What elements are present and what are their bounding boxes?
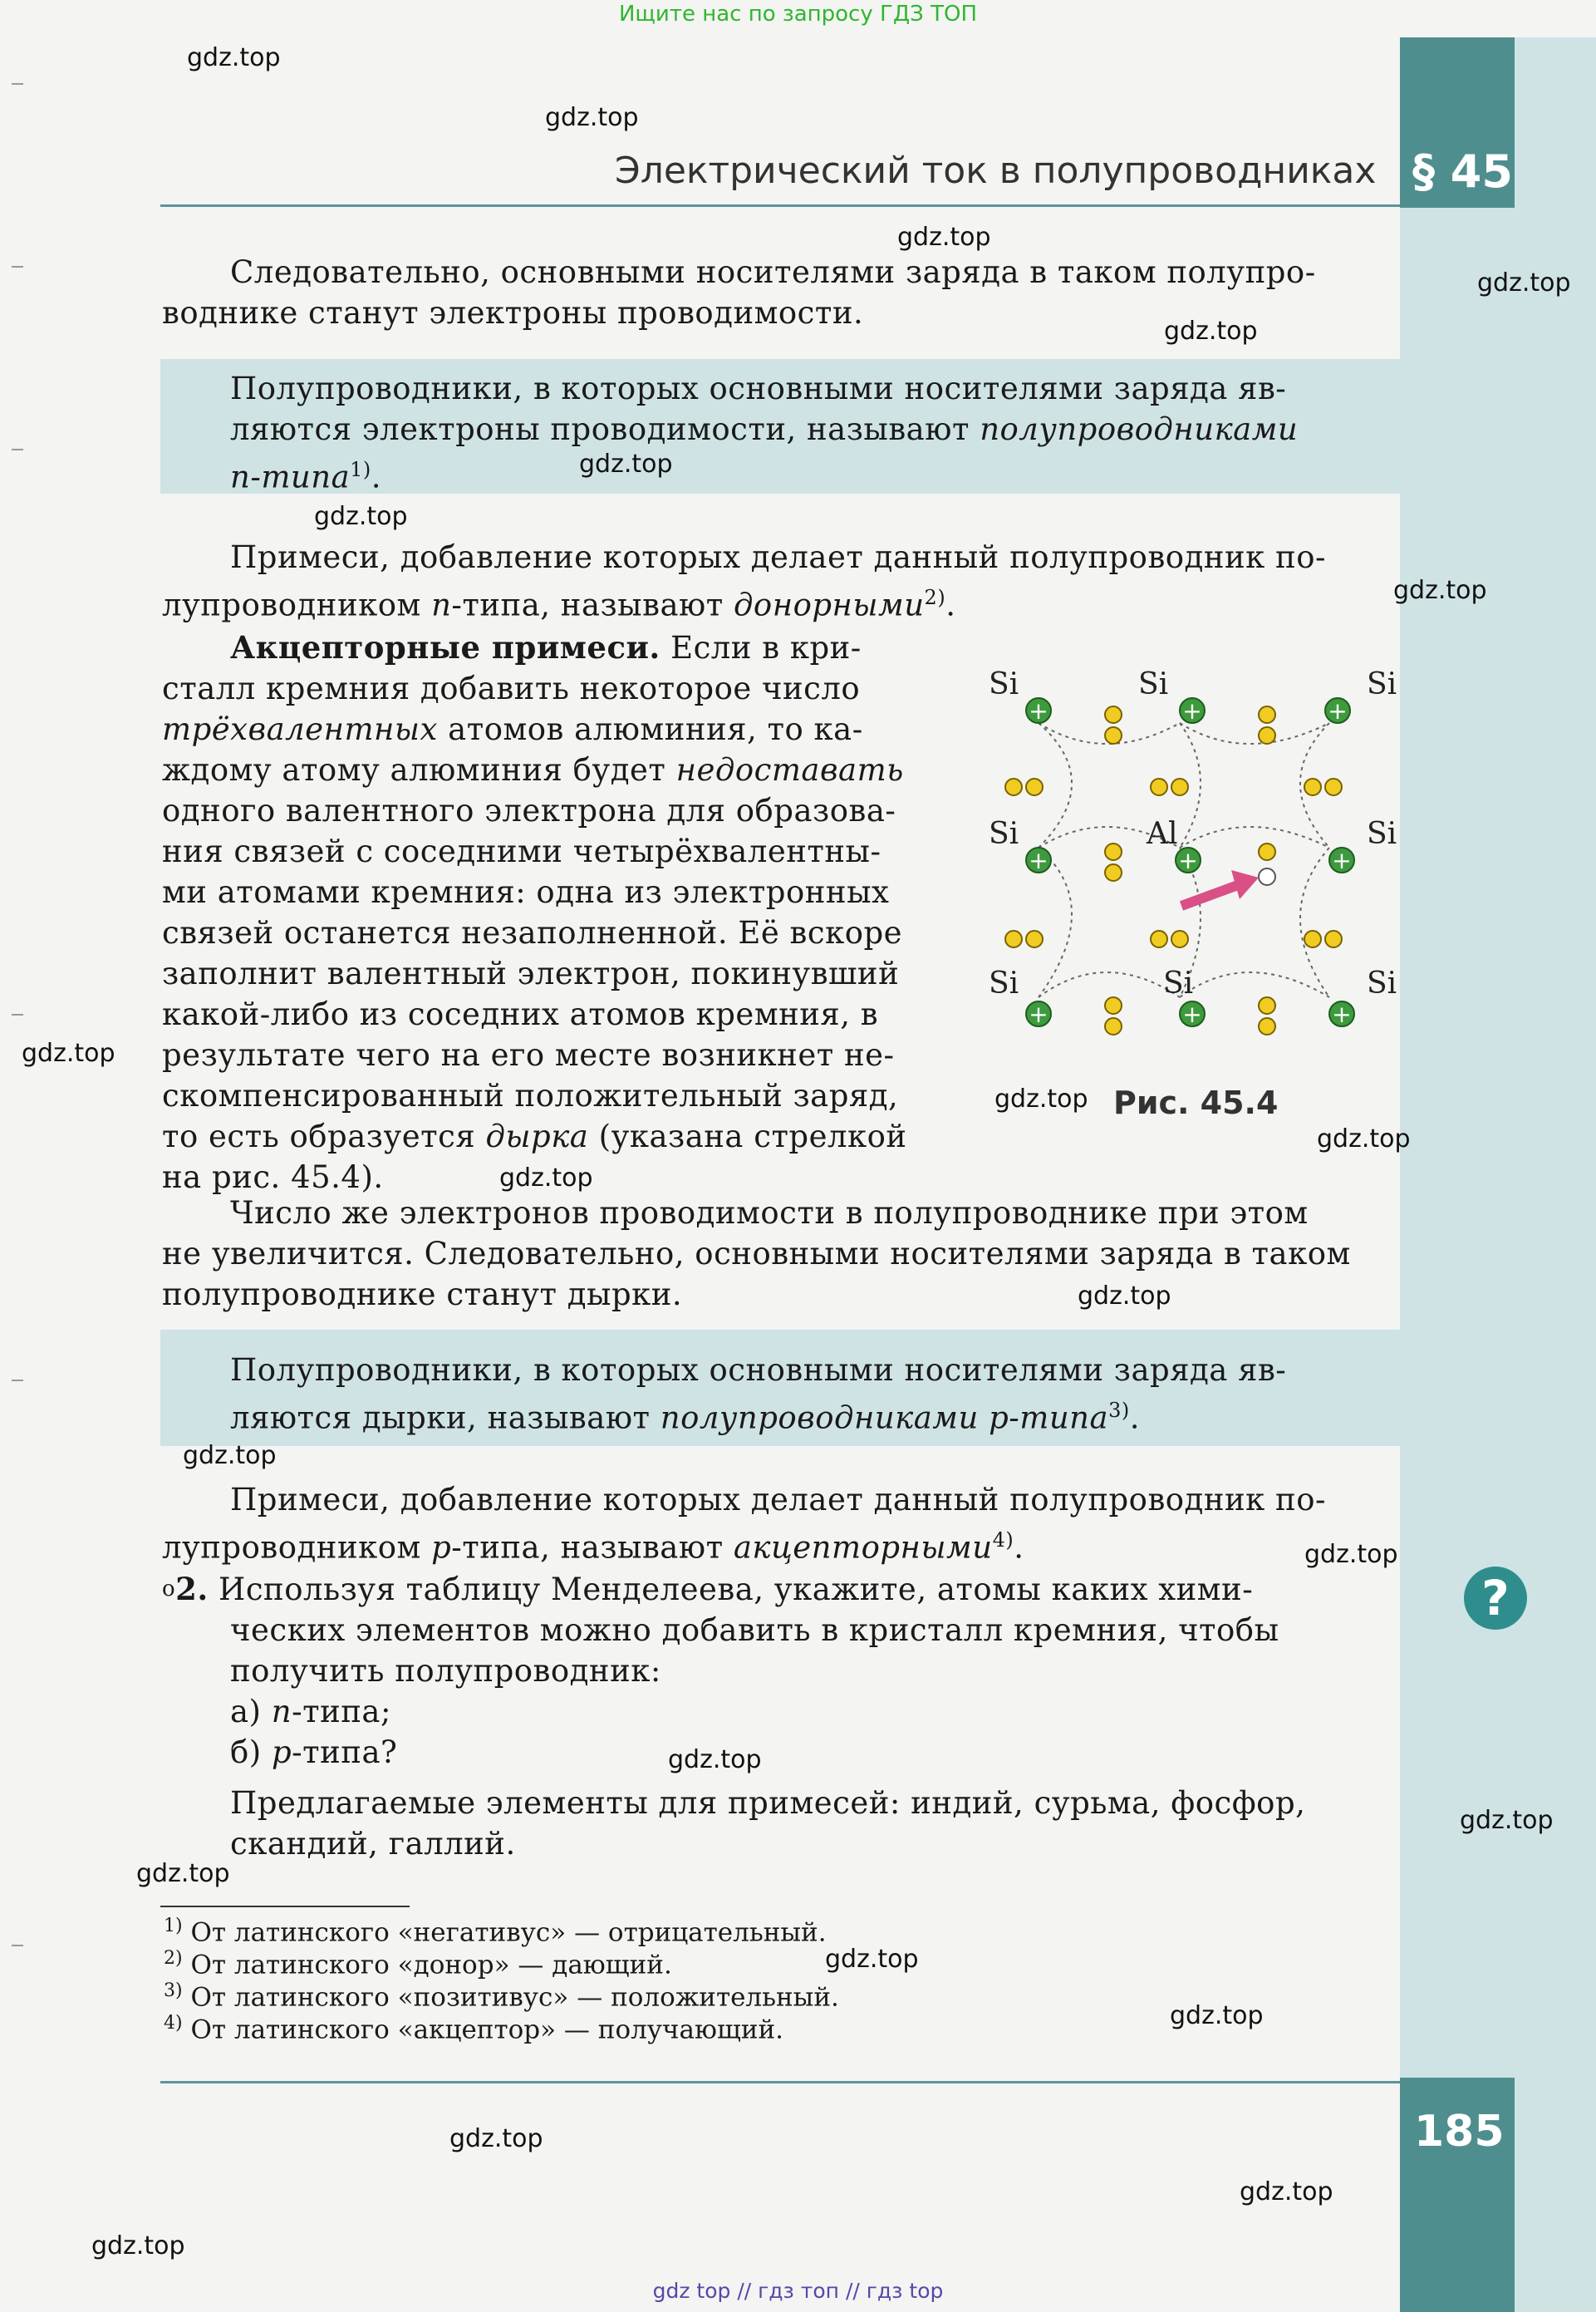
margin-mark	[12, 1380, 23, 1381]
svg-text:+: +	[1182, 697, 1202, 725]
svg-text:+: +	[1029, 697, 1048, 725]
svg-text:+: +	[1029, 1001, 1048, 1028]
margin-mark	[12, 1945, 23, 1946]
watermark: gdz.top	[1460, 1806, 1554, 1835]
electron-icon	[1304, 779, 1321, 795]
text-line: полупроводнике станут дырки.	[162, 1277, 683, 1312]
page-number: 185	[1414, 2107, 1505, 2157]
watermark: gdz.top	[897, 223, 991, 252]
text-line: Предлагаемые элементы для примесей: индий, сурьма, фосфор,	[230, 1785, 1306, 1821]
watermark: gdz.top	[449, 2124, 543, 2153]
nucleus-icon	[1329, 847, 1354, 874]
atom-label: Si	[1367, 667, 1397, 701]
footnote: $^{4)}$ От латинского «акцептор» — получающий.	[164, 2013, 783, 2045]
text-line: лупроводником n-типа, называют донорными$^{2)}$.	[162, 586, 956, 623]
atom-label: Si	[1367, 817, 1397, 851]
watermark: gdz.top	[314, 502, 408, 531]
page-title: Электрический ток в полупроводниках	[615, 150, 1377, 192]
electron-icon	[1026, 931, 1043, 947]
margin-mark	[12, 1014, 23, 1016]
nucleus-icon	[1176, 847, 1201, 874]
electron-icon	[1105, 727, 1122, 744]
text-line: ждому атому алюминия будет недоставать	[162, 752, 904, 788]
electron-icon	[1105, 864, 1122, 881]
top-banner[interactable]: Ищите нас по запросу ГДЗ ТОП	[618, 2, 978, 27]
bottom-banner[interactable]: gdz top // гдз топ // гдз top	[652, 2279, 944, 2303]
electron-icon	[1259, 997, 1275, 1014]
electron-icon	[1105, 1018, 1122, 1035]
atom-label: Si	[1138, 667, 1169, 701]
margin-mark	[12, 266, 23, 268]
electron-icon	[1151, 779, 1167, 795]
watermark: gdz.top	[825, 1945, 919, 1974]
electron-icon	[1005, 931, 1022, 947]
nucleus-icon	[1325, 697, 1350, 725]
text-line: связей останется незаполненной. Её вскоре	[162, 915, 903, 951]
watermark: gdz.top	[1304, 1540, 1398, 1569]
text-line: Примеси, добавление которых делает данный полупроводник по-	[230, 539, 1326, 575]
section-number: § 45	[1412, 145, 1513, 198]
watermark: gdz.top	[1240, 2177, 1333, 2206]
text-line: ляются электроны проводимости, называют полупроводниками	[230, 411, 1299, 447]
nucleus-icon	[1026, 697, 1051, 725]
electron-icon	[1259, 1018, 1275, 1035]
atom-label: Si	[1367, 967, 1397, 1001]
electron-icon	[1026, 779, 1043, 795]
nucleus-icon	[1026, 1001, 1051, 1028]
text-line: одного валентного электрона для образова-	[162, 793, 896, 829]
text-line: воднике станут электроны проводимости.	[162, 295, 864, 331]
electron-icon	[1171, 931, 1188, 947]
electron-icon	[1171, 779, 1188, 795]
text-line: то есть образуется дырка (указана стрелкой	[162, 1119, 907, 1154]
question-hint-icon[interactable]: ?	[1464, 1567, 1527, 1630]
atom-label: Al	[1147, 817, 1178, 851]
text-line: какой-либо из соседних атомов кремния, в	[162, 996, 879, 1032]
text-line: ческих элементов можно добавить в кристалл кремния, чтобы	[230, 1612, 1279, 1648]
text-line: n-типа$^{1)}$.	[230, 458, 382, 495]
svg-text:+: +	[1178, 847, 1198, 874]
atom-label: Si	[989, 817, 1019, 851]
side-strip	[1400, 37, 1596, 2312]
watermark: gdz.top	[187, 43, 281, 72]
text-line: трёхвалентных атомов алюминия, то ка-	[162, 711, 863, 747]
text-line: Полупроводники, в которых основными носителями заряда яв-	[230, 371, 1287, 406]
watermark: gdz.top	[1078, 1281, 1171, 1311]
text-line: скомпенсированный положительный заряд,	[162, 1078, 899, 1114]
nucleus-icon	[1180, 697, 1205, 725]
watermark: gdz.top	[1170, 2001, 1264, 2030]
watermark: gdz.top	[545, 103, 639, 132]
watermark: gdz.top	[91, 2231, 185, 2260]
atom-label: Si	[989, 667, 1019, 701]
text-line: Полупроводники, в которых основными носителями заряда яв-	[230, 1352, 1287, 1388]
nucleus-icon	[1329, 1001, 1354, 1028]
header-divider	[160, 204, 1400, 207]
text-line: Число же электронов проводимости в полупроводнике при этом	[230, 1195, 1309, 1231]
margin-mark	[12, 449, 23, 450]
electron-icon	[1259, 706, 1275, 723]
text-line: б) р-типа?	[230, 1734, 398, 1770]
svg-text:+: +	[1182, 1001, 1202, 1028]
atom-label: Si	[1163, 967, 1194, 1001]
text-line: Следовательно, основными носителями заряда в таком полупро-	[230, 254, 1316, 290]
svg-text:+: +	[1332, 847, 1352, 874]
footer-divider	[160, 2081, 1400, 2083]
svg-text:+: +	[1328, 697, 1348, 725]
watermark: gdz.top	[668, 1745, 762, 1774]
svg-text:+: +	[1029, 847, 1048, 874]
text-line: на рис. 45.4).	[162, 1159, 384, 1195]
text-line: не увеличится. Следовательно, основными носителями заряда в таком	[162, 1236, 1351, 1272]
electron-icon	[1259, 844, 1275, 860]
electron-icon	[1105, 706, 1122, 723]
electron-icon	[1304, 931, 1321, 947]
electron-icon	[1105, 997, 1122, 1014]
watermark: gdz.top	[1317, 1124, 1411, 1154]
text-line: сталл кремния добавить некоторое число	[162, 671, 861, 706]
question-2: $^о$2. Используя таблицу Менделеева, укажите, атомы каких хими-	[162, 1571, 1254, 1607]
electron-icon	[1005, 779, 1022, 795]
footnote: $^{3)}$ От латинского «позитивус» — положительный.	[164, 1980, 839, 2013]
text-line: получить полупроводник:	[230, 1653, 661, 1689]
text-line: а) n-типа;	[230, 1694, 391, 1729]
margin-mark	[12, 83, 23, 85]
crystal-lattice-figure	[972, 657, 1404, 1055]
text-line: ляются дырки, называют полупроводниками р-типа$^{3)}$.	[230, 1399, 1140, 1436]
electron-icon	[1151, 931, 1167, 947]
nucleus-icon	[1180, 1001, 1205, 1028]
watermark: gdz.top	[183, 1441, 277, 1470]
text-line: ния связей с соседними четырёхвалентны-	[162, 834, 881, 869]
text-line: Акцепторные примеси. Если в кри-	[230, 629, 862, 666]
watermark: gdz.top	[1477, 268, 1571, 298]
electron-icon	[1325, 931, 1342, 947]
nucleus-icon	[1026, 847, 1051, 874]
footnote: $^{2)}$ От латинского «донор» — дающий.	[164, 1948, 672, 1980]
text-line: Примеси, добавление которых делает данный полупроводник по-	[230, 1482, 1326, 1518]
watermark: gdz.top	[579, 450, 673, 479]
text-line: лупроводником р-типа, называют акцепторными$^{4)}$.	[162, 1528, 1024, 1566]
watermark: gdz.top	[499, 1163, 593, 1193]
watermark: gdz.top	[1164, 317, 1258, 346]
svg-text:+: +	[1332, 1001, 1352, 1028]
text-line: результате чего на его месте возникнет не-	[162, 1037, 895, 1073]
footnote: $^{1)}$ От латинского «негативус» — отрицательный.	[164, 1916, 827, 1948]
text-line: ми атомами кремния: одна из электронных	[162, 874, 890, 910]
atom-label: Si	[989, 967, 1019, 1001]
electron-icon	[1259, 727, 1275, 744]
watermark: gdz.top	[136, 1859, 230, 1888]
electron-icon	[1105, 844, 1122, 860]
watermark: gdz.top	[994, 1085, 1088, 1114]
watermark: gdz.top	[22, 1039, 115, 1068]
electron-icon	[1325, 779, 1342, 795]
watermark: gdz.top	[1393, 576, 1487, 605]
figure-caption: Рис. 45.4	[1113, 1085, 1279, 1121]
footnote-divider	[160, 1906, 410, 1907]
hole-icon	[1259, 868, 1275, 885]
text-line: скандий, галлий.	[230, 1826, 516, 1862]
text-line: заполнит валентный электрон, покинувший	[162, 956, 900, 991]
